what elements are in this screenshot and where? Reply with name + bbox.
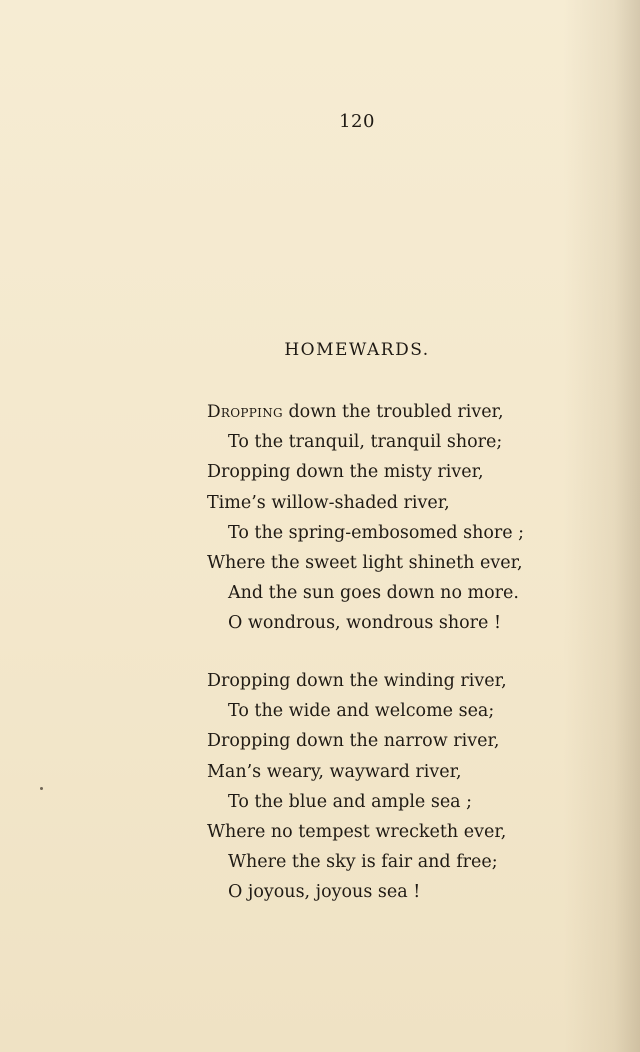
poem-line-4: Time’s willow-shaded river, bbox=[207, 492, 450, 513]
first-line-rest: down the troubled river, bbox=[282, 402, 504, 422]
poem-line-5: To the spring-embosomed shore ; bbox=[228, 522, 525, 543]
poem-line-16: O joyous, joyous sea ! bbox=[228, 882, 421, 903]
poem-line-12: Man’s weary, wayward river, bbox=[207, 761, 462, 782]
stanza-1 bbox=[207, 397, 524, 639]
poem-line-15: Where the sky is fair and free; bbox=[228, 852, 498, 873]
poem-line-11: Dropping down the narrow river, bbox=[207, 731, 500, 752]
stanza-2 bbox=[207, 666, 507, 908]
poem-line-10: To the wide and welcome sea; bbox=[228, 701, 495, 722]
poem-line-14: Where no tempest wrecketh ever, bbox=[207, 821, 507, 842]
poem-line-2: To the tranquil, tranquil shore; bbox=[228, 432, 503, 453]
poem-line-1 bbox=[207, 397, 524, 427]
first-word: Dropping bbox=[207, 402, 283, 422]
poem-line-3: Dropping down the misty river, bbox=[207, 462, 484, 483]
page-number: 120 bbox=[339, 111, 375, 132]
poem-line-7: And the sun goes down no more. bbox=[228, 583, 519, 604]
poem-line-9: Dropping down the winding river, bbox=[207, 671, 507, 691]
paper-speck bbox=[40, 787, 43, 790]
poem-title: HOMEWARDS. bbox=[284, 340, 430, 360]
poem-line-13: To the blue and ample sea ; bbox=[228, 791, 473, 812]
poem-line-8: O wondrous, wondrous shore ! bbox=[228, 613, 501, 634]
poem-line-6: Where the sweet light shineth ever, bbox=[207, 552, 523, 573]
